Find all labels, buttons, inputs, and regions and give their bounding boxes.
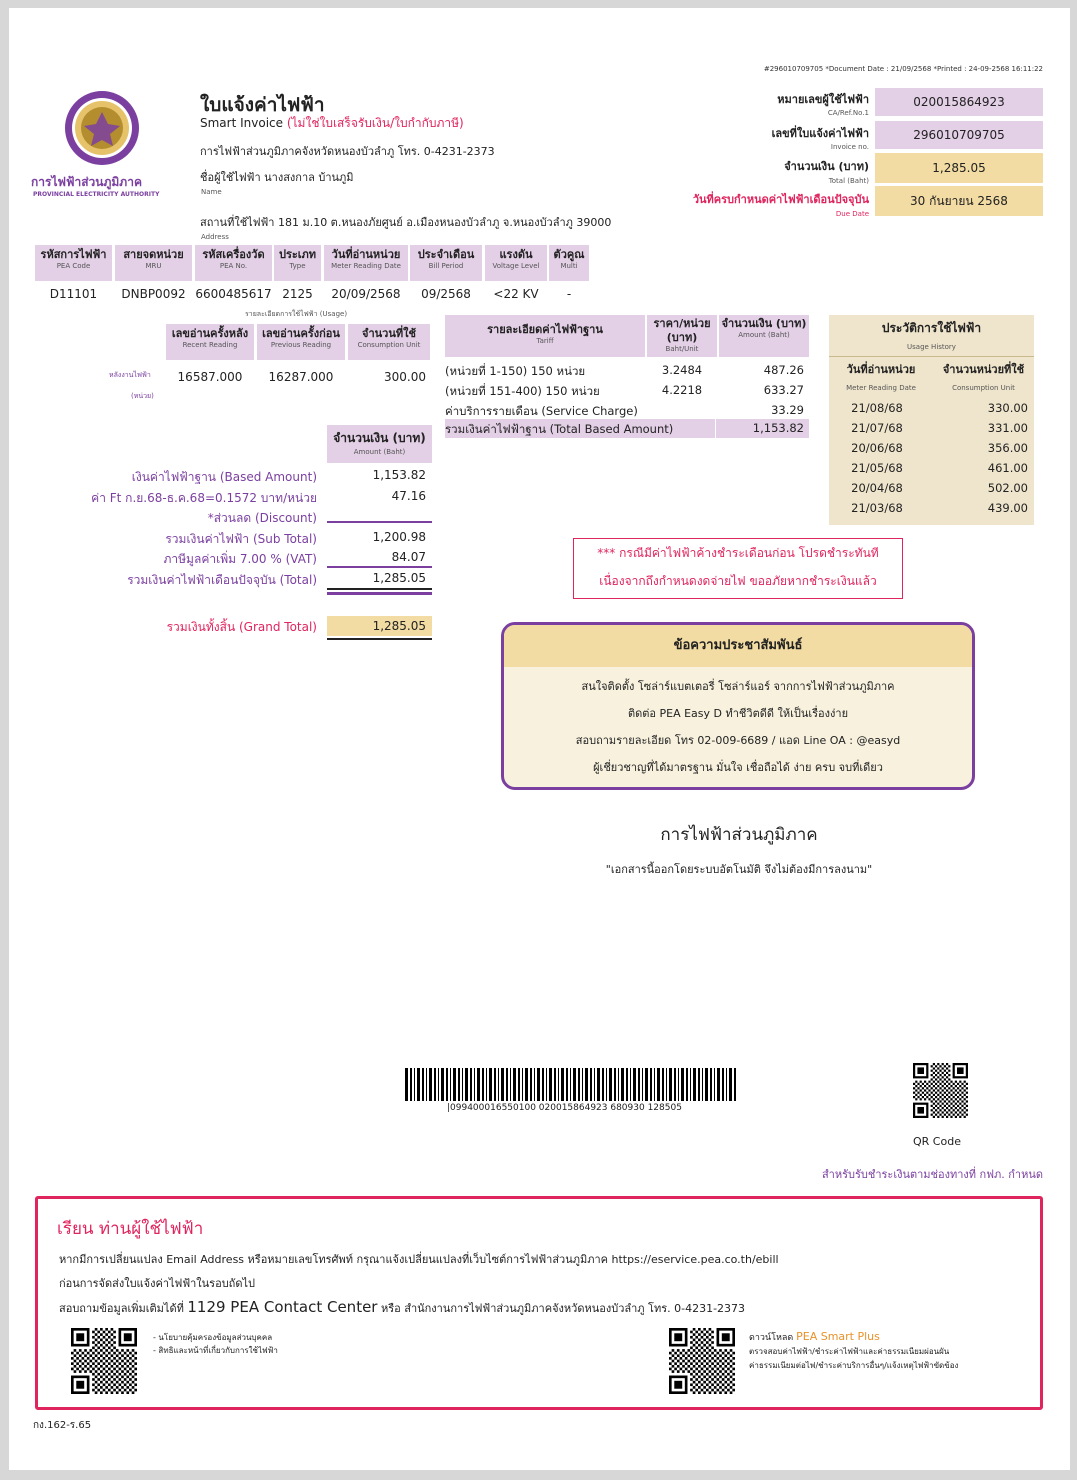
history-date: 20/04/68 [851,481,903,495]
name-value: นางสงกาล บ้านภูมิ [264,171,354,184]
grand-total-value: 1,285.05 [327,616,432,636]
history-title-en: Usage History [907,343,956,351]
tariff-total-value: 1,153.82 [752,421,804,435]
due-date-label-en: Due Date [835,210,869,218]
meter-header-cell [35,245,112,281]
amount-value: 47.16 [391,488,426,503]
meter-value: D11101 [49,287,98,301]
document-meta: #296010709705 *Document Date : 21/09/2568 *Printed : 24-09-2568 16:11:22 [763,65,1043,73]
history-header-en: Meter Reading Date [846,384,916,392]
usage-row-label: หลังงานไฟฟ้า [109,371,151,379]
payment-note: สำหรับรับชำระเงินตามช่องทางที่ กฟภ. กำหนด [821,1168,1043,1181]
org-name-th: การไฟฟ้าส่วนภูมิภาค [31,175,142,189]
meter-value: 2125 [282,287,313,301]
vat-rule [327,566,432,568]
tariff-total-label: รวมเงินค่าไฟฟ้าฐาน (Total Based Amount) [445,422,674,436]
customer-name [200,168,354,186]
ca-label-en: CA/Ref.No.1 [827,109,869,117]
service-address [200,213,611,231]
meter-header-en: Voltage Level [492,262,540,270]
invoice-no-label: เลขที่ใบแจ้งค่าไฟฟ้า [771,127,869,140]
usage-header-th: จำนวนที่ใช้ [362,327,416,340]
meter-header-en: Meter Reading Date [331,262,401,270]
amount-label: รวมเงินค่าไฟฟ้าเดือนปัจจุบัน (Total) [127,572,317,587]
qr-label: QR Code [913,1135,961,1148]
barcode-text: |099400016550100 020015864923 680930 128505 [447,1103,682,1113]
meter-header-th: รหัสเครื่องวัด [202,248,265,261]
usage-value: 300.00 [384,370,426,384]
app-name[interactable]: PEA Smart Plus [796,1330,880,1343]
amount-label: ภาษีมูลค่าเพิ่ม 7.00 % (VAT) [163,552,317,566]
tariff-header-th: ราคา/หน่วย (บาท) [653,317,711,344]
amount-value: 1,285.05 [372,570,426,585]
total-rule-2 [327,592,432,595]
pr-line: ผู้เชี่ยวชาญที่ได้มาตรฐาน มั่นใจ เชื่อถือได้ ง่าย ครบ จบที่เดียว [593,761,883,774]
due-date-label: วันที่ครบกำหนดค่าไฟฟ้าเดือนปัจจุบัน [692,193,869,206]
amounts-header-th: จำนวนเงิน (บาท) [333,431,426,445]
history-header-en: Consumption Unit [952,384,1015,392]
tariff-header-cell [719,315,809,357]
qr-code-icon [71,1328,137,1394]
meter-header-th: ประจำเดือน [417,248,475,261]
org-name-en: PROVINCIAL ELECTRICITY AUTHORITY [33,191,160,198]
usage-row-unit: (หน่วย) [131,392,154,400]
notice-title: เรียน ท่านผู้ใช้ไฟฟ้า [57,1219,204,1239]
meter-header-en: Bill Period [428,262,464,270]
meter-value: DNBP0092 [121,287,186,301]
meter-value: 6600485617 [195,287,272,301]
invoice-number: 296010709705 [875,121,1043,149]
usage-value: 16587.000 [177,370,243,384]
overdue-line-2: เนื่องจากถึงกำหนดงดจ่ายไฟ ขออภัยหากชำระเงินแล้ว [599,574,877,588]
due-date: 30 กันยายน 2568 [875,186,1043,216]
title-en: Smart Invoice [200,116,284,130]
address-value: 181 ม.10 ต.หนองภัยศูนย์ อ.เมืองหนองบัวลำภู จ.หนองบัวลำภู 39000 [277,216,612,229]
history-date: 21/07/68 [851,421,903,435]
usage-header-en: Previous Reading [270,341,332,349]
history-header-cell [829,360,933,394]
usage-value: 16287.000 [268,370,334,384]
meter-header-cell [485,245,547,281]
notice-line-3 [59,1298,745,1317]
notice-line-2: ก่อนการจัดส่งใบแจ้งค่าไฟฟ้าในรอบถัดไป [59,1277,255,1290]
name-label: ชื่อผู้ใช้ไฟฟ้า [200,171,261,184]
meter-header-en: PEA No. [219,262,248,270]
amount-value: 84.07 [391,550,426,564]
contact-center: 1129 PEA Contact Center [187,1298,378,1316]
grand-total-rule [327,638,432,640]
meter-header-cell [549,245,589,281]
pr-line: ติดต่อ PEA Easy D ทำชีวิตดีดี ให้เป็นเรื่องง่าย [627,707,849,720]
history-date: 21/03/68 [851,501,903,515]
meter-header-th: ประเภท [278,248,317,261]
meter-value: <22 KV [493,287,539,301]
address-label-en: Address [201,233,229,241]
amount-label-en: Total (Baht) [828,177,869,185]
tariff-total-divider [715,419,716,438]
meter-value: - [566,287,572,301]
privacy-policy-link[interactable]: - นโยบายคุ้มครองข้อมูลส่วนบุคคล [153,1333,273,1342]
tariff-row-desc: (หน่วยที่ 1-150) 150 หน่วย [445,364,586,378]
grand-total-label: รวมเงินทั้งสิ้น (Grand Total) [166,620,317,634]
tariff-header-en: Amount (Baht) [738,331,790,339]
amount-label: เงินค่าไฟฟ้าฐาน (Based Amount) [131,470,317,484]
history-units: 439.00 [987,501,1028,515]
tariff-row-rate: 3.2484 [661,363,703,377]
amount-due: 1,285.05 [875,153,1043,183]
invoice-title: ใบแจ้งค่าไฟฟ้า [200,94,325,116]
meter-header-th: รหัสการไฟฟ้า [40,248,107,261]
form-code: กง.162-ร.65 [33,1420,92,1431]
usage-header-cell [257,324,345,360]
app-qr-code[interactable] [669,1328,735,1394]
pea-logo [64,90,140,166]
app-feature-2: ค่าธรรมเนียมต่อไฟ/ชำระค่าบริการอื่นๆ/แจ้งเหตุไฟฟ้าขัดข้อง [749,1361,959,1370]
history-divider [829,356,1034,357]
history-units: 331.00 [987,421,1028,435]
pr-title: ข้อความประชาสัมพันธ์ [504,625,972,667]
history-units: 330.00 [987,401,1028,415]
history-date: 21/05/68 [851,461,903,475]
tariff-row-amount: 487.26 [763,363,804,377]
history-header-th: จำนวนหน่วยที่ใช้ [942,363,1025,376]
app-feature-1: ตรวจสอบค่าไฟฟ้า/ชำระค่าไฟฟ้าและค่าธรรมเนียมผ่อนผัน [749,1347,950,1356]
tariff-header-th: จำนวนเงิน (บาท) [721,317,807,330]
tariff-row-desc: (หน่วยที่ 151-400) 150 หน่วย [445,384,600,398]
app-promo [749,1330,958,1373]
history-units: 461.00 [987,461,1028,475]
privacy-links [153,1331,278,1357]
rights-duties-link[interactable]: - สิทธิและหน้าที่เกี่ยวกับการใช้ไฟฟ้า [153,1346,278,1355]
footer-auto-note: "เอกสารนี้ออกโดยระบบอัตโนมัติ จึงไม่ต้องมีการลงนาม" [605,863,873,876]
usage-header-th: เลขอ่านครั้งหลัง [171,327,249,340]
meter-header-cell [115,245,192,281]
pr-lines [504,667,972,781]
payment-qr-code [913,1063,968,1118]
meter-header-th: ตัวคูณ [553,248,585,261]
tariff-row-amount: 33.29 [771,403,804,417]
meter-header-cell [195,245,272,281]
title-note: (ไม่ใช่ใบเสร็จรับเงิน/ใบกำกับภาษี) [286,116,464,130]
meter-header-en: Type [289,262,306,270]
discount-rule [327,521,432,523]
tariff-header-cell [647,315,717,357]
history-header-cell [933,360,1034,394]
name-label-en: Name [201,188,222,196]
invoice-subtitle [200,114,464,133]
history-units: 502.00 [987,481,1028,495]
pr-line: สอบถามรายละเอียด โทร 02-009-6689 / แอด Line OA : @easyd [575,734,901,747]
overdue-line-1: *** กรณีมีค่าไฟฟ้าค้างชำระเดือนก่อน โปรดชำระทันที [597,546,879,560]
history-date: 20/06/68 [851,441,903,455]
amount-value: 1,153.82 [372,468,426,482]
usage-header-en: Recent Reading [182,341,238,349]
amount-label: จำนวนเงิน (บาท) [784,160,869,173]
tariff-header-cell [445,315,645,357]
meter-header-th: สายจดหน่วย [123,248,184,261]
barcode-graphic [403,1068,741,1101]
meter-header-th: วันที่อ่านหน่วย [331,248,401,261]
notice-line-3-pre: สอบถามข้อมูลเพิ่มเติมได้ที่ [59,1302,184,1315]
pr-line: สนใจติดตั้ง โซล่าร์แบตเตอรี่ โซล่าร์แอร์ จากการไฟฟ้าส่วนภูมิภาค [581,680,895,693]
meter-value: 20/09/2568 [331,287,401,301]
footer-org: การไฟฟ้าส่วนภูมิภาค [660,825,818,845]
notice-line-1: หากมีการเปลี่ยนแปลง Email Address หรือหมายเลขโทรศัพท์ กรุณาแจ้งเปลี่ยนแปลงที่เว็บไซต์การไฟฟ้าส่วนภูมิภาค https://eservice.pea.co.th/ebill [59,1253,779,1266]
amount-label: รวมเงินค่าไฟฟ้า (Sub Total) [165,531,317,546]
meter-header-en: Multi [560,262,578,270]
overdue-notice [573,538,903,599]
meter-header-en: MRU [145,262,162,270]
tariff-header-th: รายละเอียดค่าไฟฟ้าฐาน [487,323,603,336]
amounts-header [327,425,432,463]
ca-number: 020015864923 [875,88,1043,116]
invoice-no-label-en: Invoice no. [830,143,869,151]
office-line: การไฟฟ้าส่วนภูมิภาคจังหวัดหนองบัวลำภู โทร. 0-4231-2373 [200,145,495,158]
qr-code-icon [913,1063,968,1118]
amount-label: *ส่วนลด (Discount) [207,511,317,525]
total-rule-1 [327,588,432,590]
privacy-qr-code[interactable] [71,1328,137,1394]
amounts-header-en: Amount (Baht) [353,448,406,456]
history-units: 356.00 [987,441,1028,455]
tariff-header-en: Baht/Unit [665,345,699,353]
meter-header-en: PEA Code [56,262,91,270]
download-label: ดาวน์โหลด [749,1333,794,1343]
tariff-row-desc: ค่าบริการรายเดือน (Service Charge) [445,404,638,418]
usage-header-cell [166,324,254,360]
meter-header-th: แรงดัน [499,248,533,261]
meter-header-cell [274,245,321,281]
address-label: สถานที่ใช้ไฟฟ้า [200,216,275,229]
usage-caption: รายละเอียดการใช้ไฟฟ้า (Usage) [245,310,348,318]
usage-header-cell [348,324,430,360]
usage-header-th: เลขอ่านครั้งก่อน [262,327,340,340]
meter-header-cell [410,245,482,281]
history-title: ประวัติการใช้ไฟฟ้า [881,321,982,335]
meter-header-cell [324,245,408,281]
tariff-row-rate: 4.2218 [661,383,703,397]
meter-value: 09/2568 [421,287,471,301]
usage-header-en: Consumption Unit [357,341,421,349]
amount-label: ค่า Ft ก.ย.68-ธ.ค.68=0.1572 บาท/หน่วย [91,490,317,505]
qr-code-icon [669,1328,735,1394]
payment-barcode [403,1068,741,1101]
pr-box [501,622,975,790]
tariff-row-amount: 633.27 [763,383,804,397]
history-header-th: วันที่อ่านหน่วย [846,363,916,376]
history-date: 21/08/68 [851,401,903,415]
notice-line-3-post: หรือ สำนักงานการไฟฟ้าส่วนภูมิภาคจังหวัดหนองบัวลำภู โทร. 0-4231-2373 [380,1302,746,1315]
ca-label: หมายเลขผู้ใช้ไฟฟ้า [777,93,869,106]
amount-value: 1,200.98 [372,529,426,544]
tariff-header-en: Tariff [536,337,554,345]
invoice-sheet [9,8,1070,1470]
